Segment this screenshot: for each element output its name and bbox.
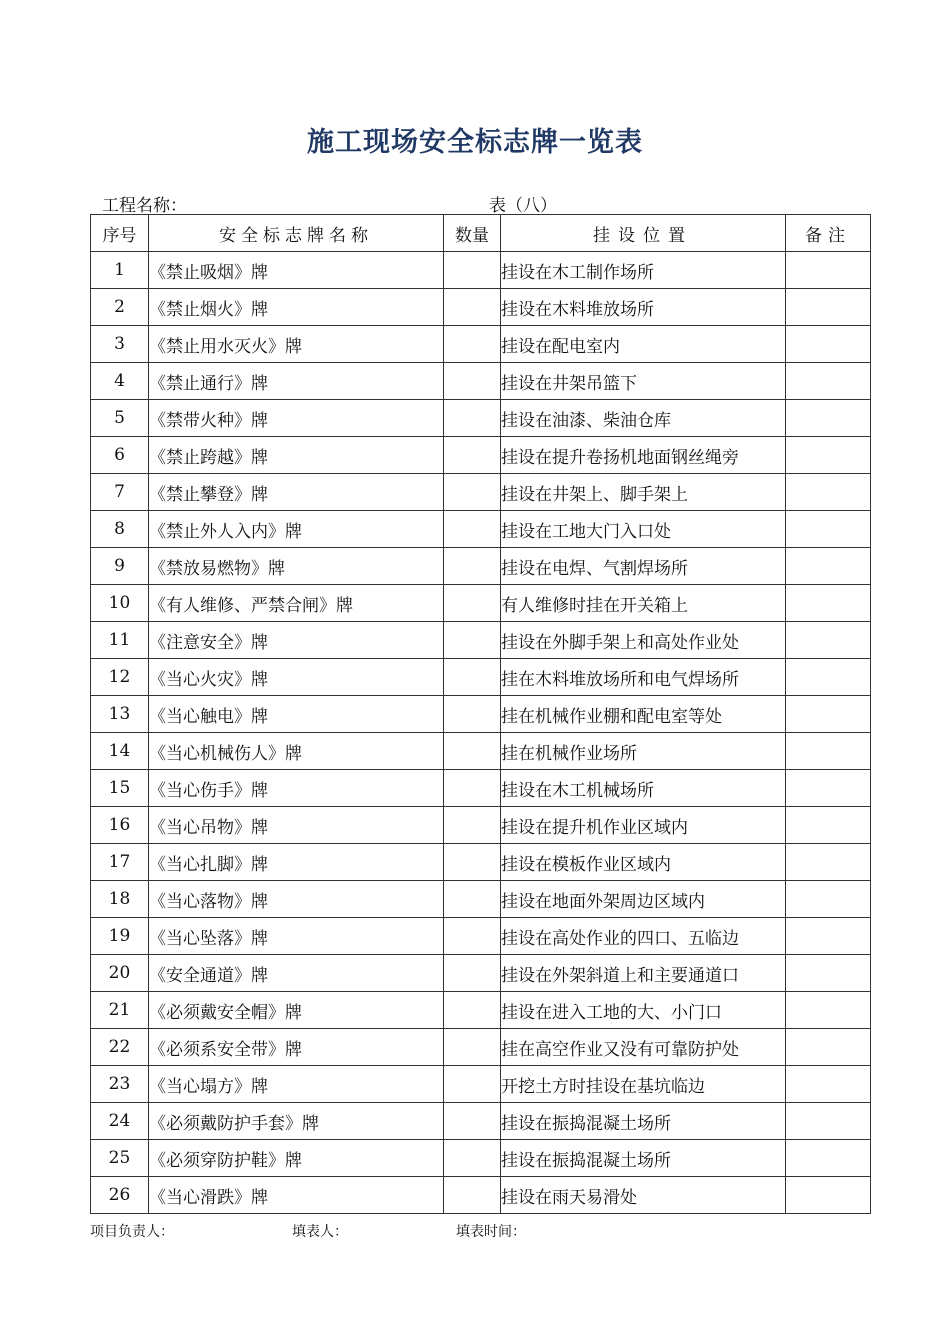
cell-location: 挂设在工地大门入口处 (501, 511, 786, 548)
table-row (91, 289, 871, 326)
cell-no: 10 (91, 585, 149, 622)
cell-no: 1 (91, 252, 149, 289)
cell-quantity (444, 1140, 501, 1177)
cell-location: 挂在高空作业又没有可靠防护处 (501, 1029, 786, 1066)
cell-sign-name: 《禁止通行》牌 (149, 363, 444, 400)
cell-quantity (444, 844, 501, 881)
table-row (91, 844, 871, 881)
cell-location: 挂设在配电室内 (501, 326, 786, 363)
cell-location: 挂设在模板作业区域内 (501, 844, 786, 881)
cell-note (786, 585, 871, 622)
cell-note (786, 1140, 871, 1177)
cell-location: 挂设在雨天易滑处 (501, 1177, 786, 1214)
header-quantity: 数量 (444, 215, 501, 252)
table-row (91, 363, 871, 400)
cell-quantity (444, 992, 501, 1029)
cell-note (786, 474, 871, 511)
cell-sign-name: 《禁放易燃物》牌 (149, 548, 444, 585)
cell-location: 挂设在提升机作业区域内 (501, 807, 786, 844)
cell-quantity (444, 1029, 501, 1066)
cell-quantity (444, 1103, 501, 1140)
cell-sign-name: 《当心落物》牌 (149, 881, 444, 918)
header-note: 备注 (786, 215, 871, 252)
cell-sign-name: 《安全通道》牌 (149, 955, 444, 992)
table-number: 表（八） (489, 196, 557, 216)
table-row (91, 548, 871, 585)
cell-note (786, 511, 871, 548)
cell-sign-name: 《当心伤手》牌 (149, 770, 444, 807)
cell-quantity (444, 696, 501, 733)
header-no: 序号 (91, 215, 149, 252)
cell-sign-name: 《禁带火种》牌 (149, 400, 444, 437)
table-row (91, 474, 871, 511)
cell-sign-name: 《必须系安全带》牌 (149, 1029, 444, 1066)
cell-sign-name: 《当心坠落》牌 (149, 918, 444, 955)
cell-note (786, 252, 871, 289)
cell-quantity (444, 400, 501, 437)
cell-quantity (444, 1177, 501, 1214)
cell-location: 挂设在井架吊篮下 (501, 363, 786, 400)
table-row (91, 881, 871, 918)
cell-sign-name: 《当心机械伤人》牌 (149, 733, 444, 770)
cell-sign-name: 《当心滑跌》牌 (149, 1177, 444, 1214)
cell-no: 16 (91, 807, 149, 844)
table-row (91, 1103, 871, 1140)
project-name-label: 工程名称： (102, 196, 187, 216)
cell-sign-name: 《必须戴防护手套》牌 (149, 1103, 444, 1140)
cell-location: 挂设在振捣混凝土场所 (501, 1103, 786, 1140)
footer-date: 填表时间： (456, 1224, 526, 1240)
cell-quantity (444, 1066, 501, 1103)
cell-quantity (444, 770, 501, 807)
cell-location: 挂设在油漆、柴油仓库 (501, 400, 786, 437)
cell-sign-name: 《必须戴安全帽》牌 (149, 992, 444, 1029)
cell-no: 14 (91, 733, 149, 770)
cell-note (786, 437, 871, 474)
page-title: 施工现场安全标志牌一览表 (307, 127, 643, 158)
cell-sign-name: 《注意安全》牌 (149, 622, 444, 659)
cell-location: 挂在机械作业棚和配电室等处 (501, 696, 786, 733)
cell-location: 挂设在木工制作场所 (501, 252, 786, 289)
cell-no: 8 (91, 511, 149, 548)
cell-no: 25 (91, 1140, 149, 1177)
cell-sign-name: 《当心火灾》牌 (149, 659, 444, 696)
cell-quantity (444, 955, 501, 992)
cell-location: 挂设在振捣混凝土场所 (501, 1140, 786, 1177)
cell-note (786, 807, 871, 844)
cell-quantity (444, 437, 501, 474)
cell-note (786, 548, 871, 585)
cell-note (786, 400, 871, 437)
cell-no: 15 (91, 770, 149, 807)
cell-sign-name: 《当心触电》牌 (149, 696, 444, 733)
cell-note (786, 326, 871, 363)
cell-no: 6 (91, 437, 149, 474)
table-row (91, 733, 871, 770)
cell-note (786, 881, 871, 918)
cell-location: 挂设在地面外架周边区域内 (501, 881, 786, 918)
cell-no: 13 (91, 696, 149, 733)
table-row (91, 1140, 871, 1177)
table-row (91, 770, 871, 807)
cell-no: 3 (91, 326, 149, 363)
cell-location: 开挖土方时挂设在基坑临边 (501, 1066, 786, 1103)
cell-sign-name: 《禁止吸烟》牌 (149, 252, 444, 289)
cell-location: 挂设在木工机械场所 (501, 770, 786, 807)
cell-no: 18 (91, 881, 149, 918)
cell-note (786, 289, 871, 326)
cell-quantity (444, 733, 501, 770)
cell-no: 23 (91, 1066, 149, 1103)
cell-note (786, 955, 871, 992)
cell-note (786, 844, 871, 881)
table-row (91, 955, 871, 992)
cell-location: 挂设在提升卷扬机地面钢丝绳旁 (501, 437, 786, 474)
cell-sign-name: 《禁止攀登》牌 (149, 474, 444, 511)
cell-no: 21 (91, 992, 149, 1029)
cell-quantity (444, 807, 501, 844)
cell-sign-name: 《有人维修、严禁合闸》牌 (149, 585, 444, 622)
cell-note (786, 622, 871, 659)
table-row (91, 918, 871, 955)
table-row (91, 696, 871, 733)
cell-quantity (444, 622, 501, 659)
table-row (91, 622, 871, 659)
cell-quantity (444, 585, 501, 622)
cell-note (786, 696, 871, 733)
cell-note (786, 918, 871, 955)
cell-location: 挂在木料堆放场所和电气焊场所 (501, 659, 786, 696)
cell-quantity (444, 363, 501, 400)
cell-location: 挂设在电焊、气割焊场所 (501, 548, 786, 585)
cell-no: 17 (91, 844, 149, 881)
cell-sign-name: 《当心吊物》牌 (149, 807, 444, 844)
table-row (91, 1029, 871, 1066)
table-row (91, 1066, 871, 1103)
cell-location: 挂设在外脚手架上和高处作业处 (501, 622, 786, 659)
cell-no: 4 (91, 363, 149, 400)
cell-quantity (444, 289, 501, 326)
cell-note (786, 1103, 871, 1140)
table-row (91, 511, 871, 548)
cell-note (786, 733, 871, 770)
cell-quantity (444, 918, 501, 955)
cell-sign-name: 《禁止外人入内》牌 (149, 511, 444, 548)
cell-no: 5 (91, 400, 149, 437)
cell-location: 挂在机械作业场所 (501, 733, 786, 770)
cell-no: 9 (91, 548, 149, 585)
cell-quantity (444, 881, 501, 918)
cell-quantity (444, 659, 501, 696)
cell-sign-name: 《禁止跨越》牌 (149, 437, 444, 474)
cell-sign-name: 《当心塌方》牌 (149, 1066, 444, 1103)
cell-no: 22 (91, 1029, 149, 1066)
table-row (91, 437, 871, 474)
cell-note (786, 992, 871, 1029)
cell-location: 挂设在木料堆放场所 (501, 289, 786, 326)
cell-no: 7 (91, 474, 149, 511)
cell-location: 挂设在进入工地的大、小门口 (501, 992, 786, 1029)
table-body (91, 252, 871, 1214)
cell-no: 2 (91, 289, 149, 326)
cell-no: 11 (91, 622, 149, 659)
cell-quantity (444, 511, 501, 548)
table-header-row (91, 215, 871, 252)
cell-location: 挂设在外架斜道上和主要通道口 (501, 955, 786, 992)
table-row (91, 1177, 871, 1214)
cell-no: 19 (91, 918, 149, 955)
cell-sign-name: 《禁止烟火》牌 (149, 289, 444, 326)
cell-note (786, 659, 871, 696)
cell-note (786, 363, 871, 400)
table-row (91, 400, 871, 437)
table-row (91, 326, 871, 363)
footer-manager: 项目负责人： (90, 1224, 174, 1240)
table-row (91, 585, 871, 622)
table-row (91, 252, 871, 289)
cell-sign-name: 《必须穿防护鞋》牌 (149, 1140, 444, 1177)
header-location: 挂设位置 (501, 215, 786, 252)
cell-note (786, 1177, 871, 1214)
cell-no: 26 (91, 1177, 149, 1214)
cell-no: 12 (91, 659, 149, 696)
table-row (91, 992, 871, 1029)
cell-note (786, 770, 871, 807)
cell-no: 20 (91, 955, 149, 992)
table-row (91, 807, 871, 844)
cell-note (786, 1029, 871, 1066)
cell-note (786, 1066, 871, 1103)
footer-filler: 填表人： (292, 1224, 348, 1240)
cell-quantity (444, 474, 501, 511)
cell-quantity (444, 252, 501, 289)
cell-no: 24 (91, 1103, 149, 1140)
cell-location: 挂设在高处作业的四口、五临边 (501, 918, 786, 955)
header-sign-name: 安全标志牌名称 (149, 215, 444, 252)
cell-location: 有人维修时挂在开关箱上 (501, 585, 786, 622)
safety-sign-table (90, 214, 871, 1214)
cell-quantity (444, 548, 501, 585)
table-row (91, 659, 871, 696)
cell-location: 挂设在井架上、脚手架上 (501, 474, 786, 511)
cell-quantity (444, 326, 501, 363)
cell-sign-name: 《禁止用水灭火》牌 (149, 326, 444, 363)
cell-sign-name: 《当心扎脚》牌 (149, 844, 444, 881)
